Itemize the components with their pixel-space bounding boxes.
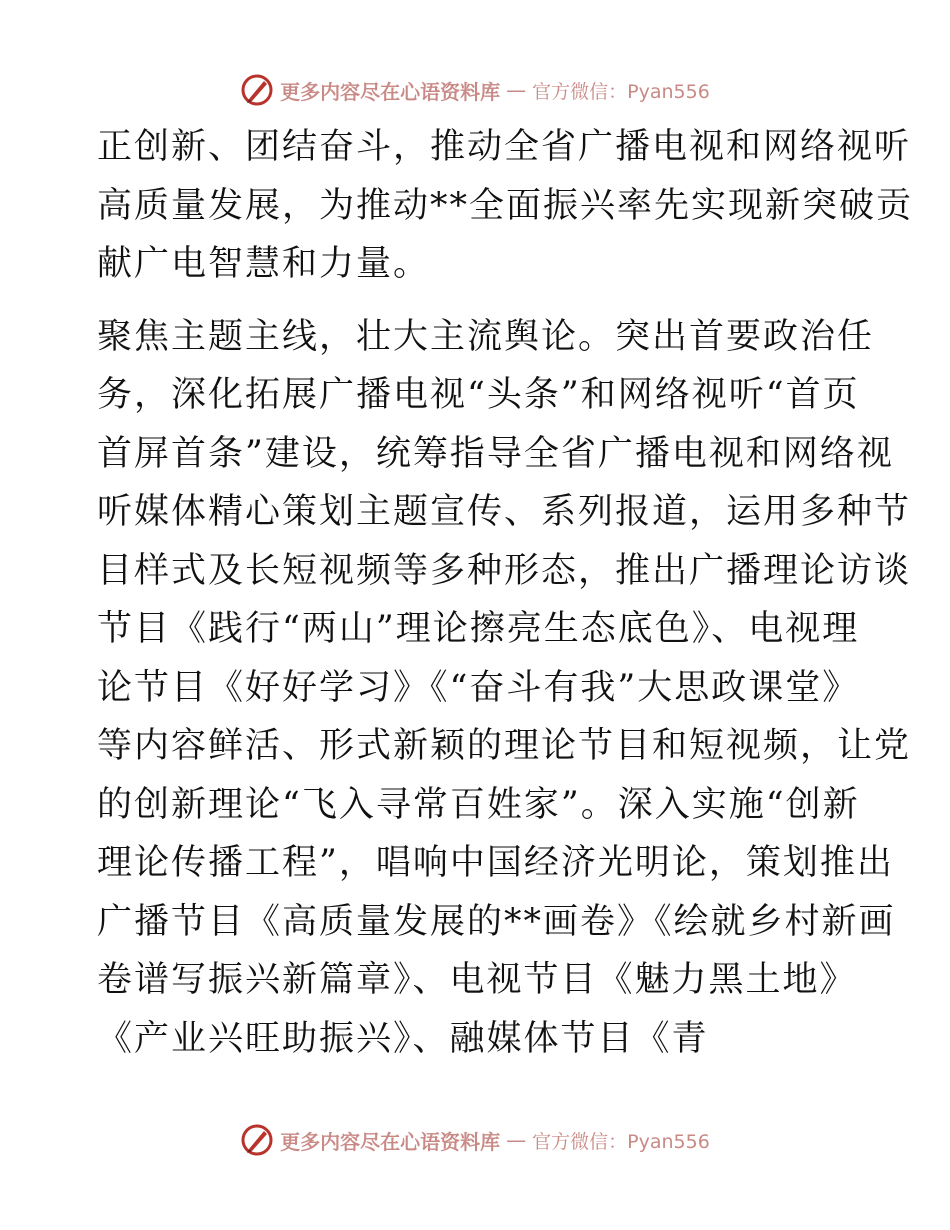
text-line: 等内容鲜活、形式新颖的理论节目和短视频，让党	[97, 726, 912, 766]
paragraph-1	[97, 118, 914, 294]
text-line: 的创新理论“飞入寻常百姓家”。深入实施“创新	[97, 784, 860, 825]
text-line: 献广电智慧和力量。	[97, 244, 431, 284]
text-line: 高质量发展，为推动**全面振兴率先实现新突破贡	[97, 185, 914, 226]
watermark-wechat-text: 官方微信：Pyan556	[532, 80, 710, 103]
text-line: 论节目《好好学习》《“奋斗有我”大思政课堂》	[97, 667, 860, 708]
watermark-separator: —	[506, 1128, 527, 1152]
quill-pen-logo-icon	[240, 1123, 274, 1157]
watermark-wechat-text: 官方微信：Pyan556	[532, 1130, 710, 1153]
footer-watermark	[0, 1120, 950, 1160]
quill-pen-logo-icon	[240, 73, 274, 107]
text-line: 目样式及长短视频等多种形态，推出广播理论访谈	[97, 550, 912, 591]
text-line: 务，深化拓展广播电视“头条”和网络视听“首页	[97, 375, 860, 415]
text-line: 聚焦主题主线，壮大主流舆论。突出首要政治任	[97, 316, 875, 357]
watermark-main-text: 更多内容尽在心语资料库	[280, 79, 501, 104]
document-body	[97, 118, 914, 1068]
text-line: 理论传播工程”，唱响中国经济光明论，策划推出	[97, 843, 894, 883]
text-line: 听媒体精心策划主题宣传、系列报道，运用多种节	[97, 492, 912, 532]
text-line: 卷谱写振兴新篇章》、电视节目《魅力黑土地》	[97, 960, 857, 1000]
watermark-main-text: 更多内容尽在心语资料库	[280, 1129, 501, 1154]
text-line: 节目《践行“两山”理论擦亮生态底色》、电视理	[97, 609, 860, 649]
paragraph-2	[97, 308, 912, 1069]
text-line: 首屏首条”建设，统筹指导全省广播电视和网络视	[97, 433, 894, 474]
text-line: 正创新、团结奋斗，推动全省广播电视和网络视听	[97, 127, 912, 167]
text-line: 广播节目《高质量发展的**画卷》《绘就乡村新画	[97, 901, 896, 942]
text-line: 《产业兴旺助振兴》、融媒体节目《青	[97, 1018, 709, 1059]
watermark-separator: —	[506, 78, 527, 102]
header-watermark	[0, 70, 950, 110]
